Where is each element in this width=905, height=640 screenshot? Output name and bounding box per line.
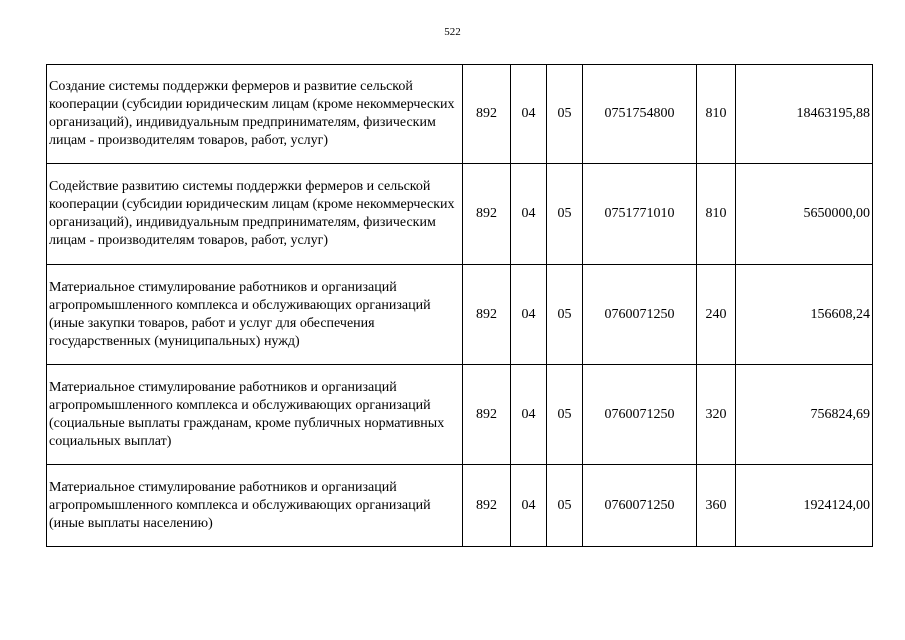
- amount: 156608,24: [736, 265, 873, 365]
- table-row: [47, 265, 873, 365]
- amount: 756824,69: [736, 365, 873, 465]
- section-code: 04: [511, 365, 547, 465]
- subsection-code: 05: [547, 465, 583, 547]
- table-row: [47, 164, 873, 265]
- target-article-code: 0751771010: [583, 164, 697, 265]
- amount: 18463195,88: [736, 65, 873, 164]
- section-code: 04: [511, 164, 547, 265]
- ministry-code: 892: [463, 265, 511, 365]
- section-code: 04: [511, 65, 547, 164]
- subsection-code: 05: [547, 365, 583, 465]
- ministry-code: 892: [463, 65, 511, 164]
- row-description: Материальное стимулирование работников и организаций агропромышленного комплекса и обслуживающих организаций (социальные выплаты гражданам, кроме публичных нормативных социальных выплат): [47, 365, 463, 465]
- ministry-code: 892: [463, 164, 511, 265]
- section-code: 04: [511, 265, 547, 365]
- row-description: Материальное стимулирование работников и организаций агропромышленного комплекса и обслуживающих организаций (иные выплаты населению): [47, 465, 463, 547]
- subsection-code: 05: [547, 265, 583, 365]
- table-row: [47, 465, 873, 547]
- table-row: [47, 365, 873, 465]
- section-code: 04: [511, 465, 547, 547]
- row-description: Создание системы поддержки фермеров и развитие сельской кооперации (субсидии юридическим лицам (кроме некоммерческих организаций), индивидуальным предпринимателям, физическим лицам - производителям товаров, работ, услуг): [47, 65, 463, 164]
- target-article-code: 0751754800: [583, 65, 697, 164]
- table-row: [47, 65, 873, 164]
- subsection-code: 05: [547, 164, 583, 265]
- expense-type-code: 320: [697, 365, 736, 465]
- subsection-code: 05: [547, 65, 583, 164]
- expense-type-code: 240: [697, 265, 736, 365]
- ministry-code: 892: [463, 465, 511, 547]
- target-article-code: 0760071250: [583, 265, 697, 365]
- amount: 5650000,00: [736, 164, 873, 265]
- ministry-code: 892: [463, 365, 511, 465]
- row-description: Содействие развитию системы поддержки фермеров и сельской кооперации (субсидии юридическим лицам (кроме некоммерческих организаций), индивидуальным предпринимателям, физическим лицам - производителям товаров, работ, услуг): [47, 164, 463, 265]
- budget-table: [46, 64, 873, 547]
- target-article-code: 0760071250: [583, 465, 697, 547]
- page-number: 522: [444, 26, 461, 38]
- expense-type-code: 810: [697, 65, 736, 164]
- row-description: Материальное стимулирование работников и организаций агропромышленного комплекса и обслуживающих организаций (иные закупки товаров, работ и услуг для обеспечения государственных (муниципальных) нужд): [47, 265, 463, 365]
- expense-type-code: 810: [697, 164, 736, 265]
- amount: 1924124,00: [736, 465, 873, 547]
- target-article-code: 0760071250: [583, 365, 697, 465]
- expense-type-code: 360: [697, 465, 736, 547]
